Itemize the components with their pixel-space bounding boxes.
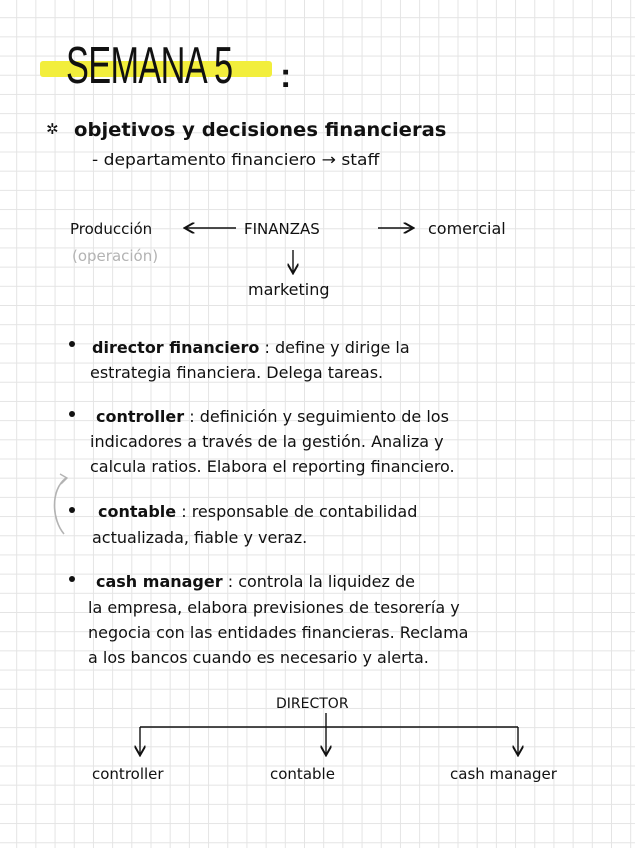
list-item — [96, 570, 415, 594]
map-finanzas: FINANZAS — [244, 220, 320, 238]
section-subheading: - departamento financiero → staff — [92, 150, 380, 169]
org-controller: controller — [92, 765, 164, 783]
org-director: DIRECTOR — [276, 696, 349, 712]
list-item — [96, 405, 449, 429]
bullet-dot — [69, 341, 75, 347]
bullet-dot — [69, 507, 75, 513]
bullet-sep: : — [181, 502, 187, 521]
bullet-line: indicadores a través de la gestión. Analiza y — [90, 432, 444, 451]
bullet-term: contable — [98, 502, 177, 521]
bullet-sep: : — [189, 407, 195, 426]
bullet-line: estrategia financiera. Delega tareas. — [90, 363, 384, 382]
page-title: SEMANA 5 — [66, 37, 233, 95]
bullet-dot — [69, 576, 75, 582]
bullet-line: actualizada, fiable y veraz. — [92, 528, 308, 547]
bullet-line: la empresa, elabora previsiones de tesorería y — [88, 598, 460, 617]
bullet-line: calcula ratios. Elabora el reporting financiero. — [90, 457, 455, 476]
map-marketing: marketing — [248, 280, 330, 299]
pencil-bracket — [55, 478, 67, 534]
bullet-dot — [69, 411, 75, 417]
bullet-line: definición y seguimiento de los — [199, 407, 449, 426]
bullet-line: responsable de contabilidad — [191, 502, 418, 521]
bullet-term: director financiero — [92, 338, 260, 357]
list-item — [98, 500, 417, 524]
list-item — [92, 336, 410, 360]
title-colon: : — [280, 57, 292, 95]
org-cash-manager: cash manager — [450, 765, 557, 783]
bullet-line: negocia con las entidades financieras. Reclama — [88, 623, 469, 642]
bullet-sep: : — [227, 572, 234, 591]
bullet-line: a los bancos cuando es necesario y alerta. — [88, 648, 429, 667]
map-comercial: comercial — [428, 219, 506, 238]
bullet-line: controla la liquidez de — [238, 572, 416, 591]
bullet-sep: : — [264, 338, 270, 357]
bullet-line: define y dirige la — [274, 338, 410, 357]
star-icon: ✲ — [46, 120, 59, 138]
bullet-term: controller — [96, 407, 185, 426]
map-operacion: (operación) — [72, 247, 159, 265]
bullet-term: cash manager — [96, 572, 223, 591]
map-produccion: Producción — [70, 220, 153, 238]
section-heading: objetivos y decisiones financieras — [74, 119, 447, 141]
org-contable: contable — [270, 765, 335, 783]
